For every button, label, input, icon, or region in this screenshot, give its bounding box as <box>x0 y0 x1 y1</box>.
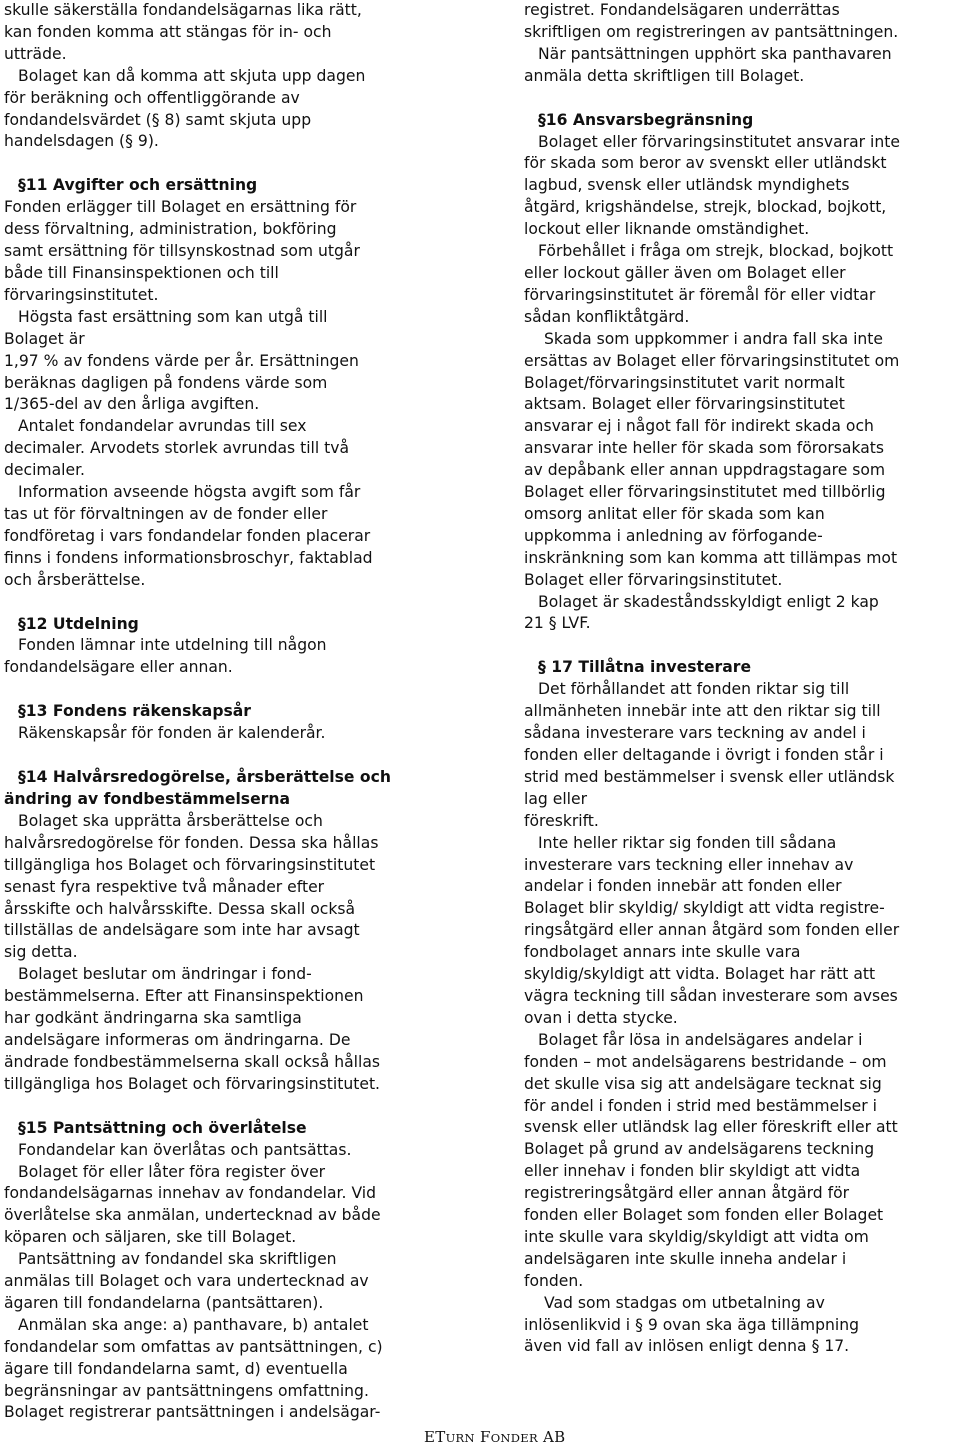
section-17-paragraph: Vad som stadgas om utbetalning av inlösenlikvid i § 9 ovan ska äga tillämpning även vid fall av inlösen enligt denna § 17. <box>524 1293 859 1356</box>
continued-paragraph: När pantsättningen upphört ska panthavaren anmäla detta skriftligen till Bolaget. <box>524 44 892 85</box>
spacer <box>4 679 454 701</box>
section-16-paragraph: Bolaget är skadeståndsskyldigt enligt 2 kap 21 § LVF. <box>524 592 879 633</box>
section-11-paragraph: Information avseende högsta avgift som får tas ut för förvaltningen av de fonder eller fondföretag i vars fondandelar fonden placerar finns i fondens informationsbroschyr, faktablad och årsberättelse. <box>4 483 373 589</box>
right-column <box>524 0 960 1358</box>
section-12-heading: §12 Utdelning <box>18 614 139 633</box>
section-15-paragraph: Bolaget för eller låter föra register över fondandelsägarnas innehav av fondandelar. Vid överlåtelse ska anmälan, undertecknad av både köparen och säljaren, ske till Bolaget. <box>4 1162 381 1247</box>
intro-paragraph: skulle säkerställa fondandelsägarnas lika rätt, kan fonden komma att stängas för in- och utträde. <box>4 1 362 63</box>
spacer <box>4 745 454 767</box>
intro-paragraph: Bolaget kan då komma att skjuta upp dagen för beräkning och offentliggörande av fondandelsvärdet (§ 8) samt skjuta upp handelsdagen (§ 9). <box>4 66 366 151</box>
section-17-paragraph: Det förhållandet att fonden riktar sig till allmänheten innebär inte att den riktar sig till sådana investerare vars teckning av andel i fonden eller deltagande i övrigt i fonden står i strid med bestämmelser i svensk eller utländsk lag eller föreskrift. <box>524 680 895 830</box>
section-16-paragraph: Förbehållet i fråga om strejk, blockad, bojkott eller lockout gäller även om Bolaget eller förvaringsinstitutet är föremål för eller vidtar sådan konfliktåtgärd. <box>524 242 894 326</box>
spacer <box>524 88 960 110</box>
spacer <box>4 153 454 175</box>
section-16-heading: §16 Ansvarsbegränsning <box>538 110 754 129</box>
section-13-paragraph: Räkenskapsår för fonden är kalenderår. <box>18 724 326 743</box>
section-16-paragraph: Bolaget eller förvaringsinstitutet ansvarar inte för skada som beror av svenskt eller utländskt lagbud, svensk eller utländsk myndighets åtgärd, krigshändelse, strejk, blockad, bojkott, lockout eller liknande omständighet. <box>524 132 900 239</box>
footer-letter: E <box>424 1428 436 1446</box>
section-14-heading: §14 Halvårsredogörelse, årsberättelse och ändring av fondbestämmelserna <box>4 768 391 808</box>
section-16-paragraph: Skada som uppkommer i andra fall ska inte ersättas av Bolaget eller förvaringsinstitutet om Bolaget/förvaringsinstitutet varit normalt aktsam. Bolaget eller förvaringsinstitutet ansvarar ej i något fall för indirekt skada och ansvarar inte heller för skada som förorsakats av depåbank eller annan uppdragstagare som Bolaget eller förvaringsinstitutet med tillbörlig omsorg anlitat eller för skada som kan uppkomma i anledning av förfogande- inskränkning som kan komma att tillämpas mot Bolaget eller förvaringsinstitutet. <box>524 329 900 589</box>
spacer <box>4 592 454 614</box>
section-15-paragraph: Fondandelar kan överlåtas och pantsättas. <box>18 1140 352 1159</box>
section-15-paragraph: Pantsättning av fondandel ska skriftligen anmälas till Bolaget och vara undertecknad av ägaren till fondandelarna (pantsättaren). <box>4 1250 369 1312</box>
section-11-paragraph: Högsta fast ersättning som kan utgå till Bolaget är 1,97 % av fondens värde per år. Ersättningen beräknas dagligen på fondens värde som 1/365-del av den årliga avgiften. <box>4 307 359 414</box>
section-11-paragraph: Antalet fondandelar avrundas till sex decimaler. Arvodets storlek avrundas till två decimaler. <box>4 417 350 480</box>
section-11-heading: §11 Avgifter och ersättning <box>18 176 258 195</box>
section-15-paragraph: Bolaget registrerar pantsättningen i andelsägar- <box>4 1403 381 1422</box>
left-column <box>4 0 454 1424</box>
footer-company-name <box>424 1428 566 1447</box>
footer-smallcaps: ONDER <box>490 1431 538 1445</box>
continued-paragraph: registret. Fondandelsägaren underrättas skriftligen om registreringen av pantsättningen. <box>524 1 899 41</box>
section-15-paragraph: Anmälan ska ange: a) panthavare, b) antalet fondandelar som omfattas av pantsättningen, c) ägare till fondandelarna samt, d) eventuella begränsningar av pantsättningens omfattning. <box>4 1315 383 1400</box>
footer-smallcaps: URN <box>445 1431 475 1445</box>
section-14-paragraph: Bolaget beslutar om ändringar i fond- bestämmelserna. Efter att Finansinspektionen har godkänt ändringarna ska samtliga andelsägare informeras om ändringarna. De ändrade fondbestämmelserna skall också hållas tillgängliga hos Bolaget och förvaringsinstitutet. <box>4 965 381 1093</box>
section-12-paragraph: Fonden lämnar inte utdelning till någon fondandelsägare eller annan. <box>4 636 327 677</box>
footer-letter: AB <box>543 1428 566 1446</box>
spacer <box>524 635 960 657</box>
section-17-heading: § 17 Tillåtna investerare <box>538 658 752 677</box>
section-17-paragraph: Bolaget får lösa in andelsägares andelar i fonden – mot andelsägarens bestridande – om det skulle visa sig att andelsägare tecknat sig för andel i fonden i strid med bestämmelser i svensk eller utländsk lag eller föreskrift eller att Bolaget på grund av andelsägarens teckning eller innehav i fonden blir skyldigt att vidta registreringsåtgärd eller annan åtgärd för fonden eller Bolaget som fonden eller Bolaget inte skulle vara skyldig/skyldigt att vidta om andelsägaren inte skulle inneha andelar i fonden. <box>524 1030 898 1290</box>
spacer <box>4 1096 454 1118</box>
footer-letter: F <box>479 1428 491 1446</box>
footer-letter: T <box>435 1428 446 1446</box>
section-13-heading: §13 Fondens räkenskapsår <box>18 702 251 721</box>
section-11-paragraph: Fonden erlägger till Bolaget en ersättning för dess förvaltning, administration, bokföring samt ersättning för tillsynskostnad som utgår både till Finansinspektionen och till förvaringsinstitutet. <box>4 198 360 304</box>
section-15-heading: §15 Pantsättning och överlåtelse <box>18 1118 307 1137</box>
section-14-paragraph: Bolaget ska upprätta årsberättelse och halvårsredogörelse för fonden. Dessa ska hållas tillgängliga hos Bolaget och förvaringsinstitutet senast fyra respektive två månader efter årsskifte och halvårsskifte. Dessa skall också tillställas de andelsägare som inte har avsagt sig detta. <box>4 811 379 962</box>
section-17-paragraph: Inte heller riktar sig fonden till sådana investerare vars teckning eller innehav av andelar i fonden innebär att fonden eller Bolaget blir skyldig/ skyldigt att vidta registre- ringsåtgärd eller annan åtgärd som fonden eller fondbolaget annars inte skulle vara skyldig/skyldigt att vidta. Bolaget har rätt att vägra teckning till sådan investerare som avses ovan i detta stycke. <box>524 833 900 1027</box>
